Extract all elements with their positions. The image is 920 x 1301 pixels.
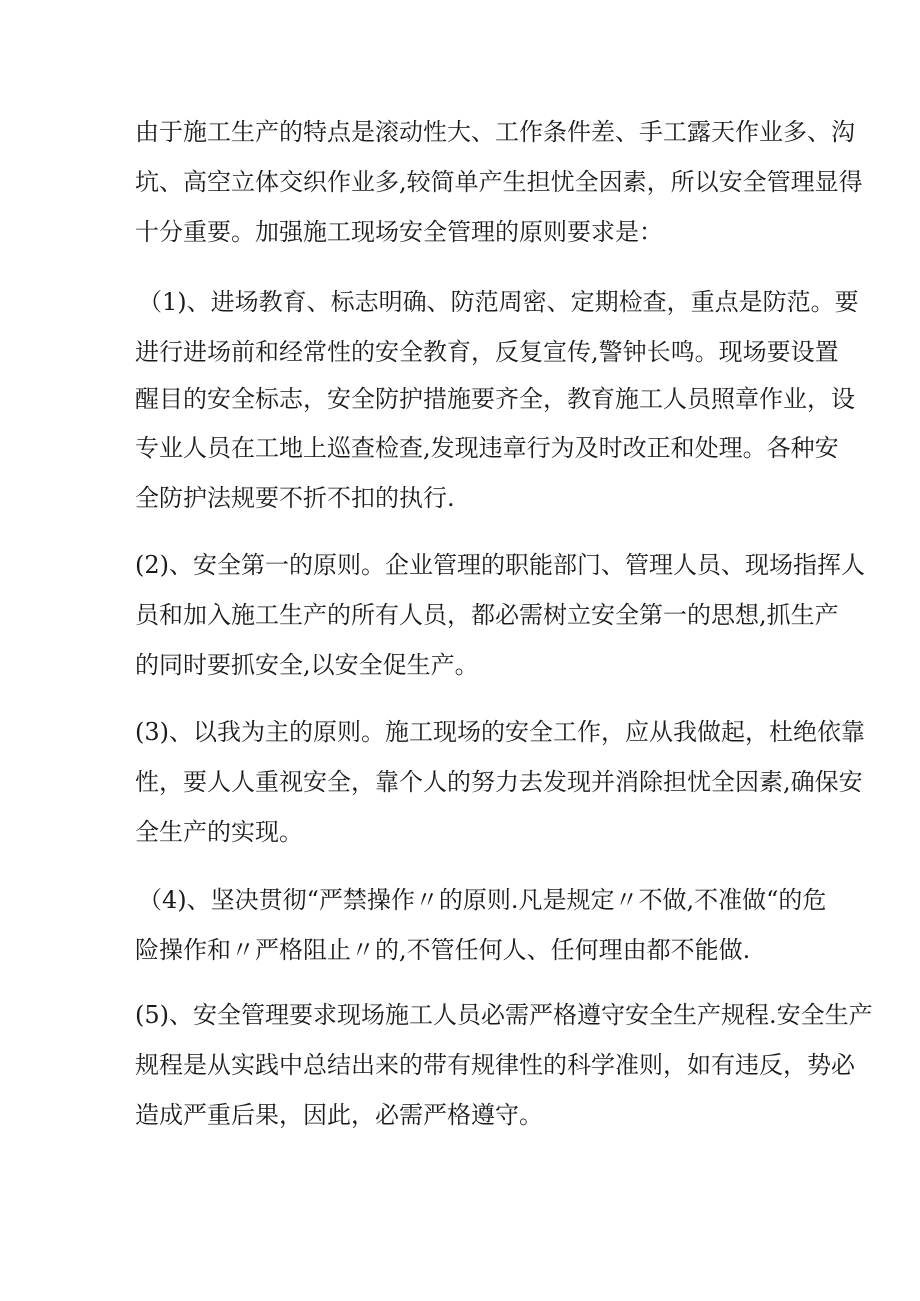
paragraph-2-line-5: 全防护法规要不折不扣的执行.: [135, 484, 455, 512]
paragraph-5-line-1: （4)、坚决贯彻“严禁操作〃的原则.凡是规定〃不做,不准做“的危: [138, 886, 827, 914]
paragraph-2-line-3: 醒目的安全标志，安全防护措施要齐全，教育施工人员照章作业，设: [135, 385, 855, 413]
paragraph-2-line-1: （1)、进场教育、标志明确、防范周密、定期检查，重点是防范。要: [138, 288, 859, 316]
paragraph-3-line-3: 的同时要抓安全,以安全促生产。: [135, 651, 479, 679]
paragraph-3-line-2: 员和加入施工生产的所有人员，都必需树立安全第一的思想,抓生产: [135, 601, 839, 629]
paragraph-3-line-1: (2)、安全第一的原则。企业管理的职能部门、管理人员、现场指挥人: [135, 551, 865, 579]
paragraph-5-line-2: 险操作和〃严格阻止〃的,不管任何人、任何理由都不能做.: [135, 936, 751, 964]
paragraph-4-line-2: 性，要人人重视安全，靠个人的努力去发现并消除担忧全因素,确保安: [135, 768, 863, 796]
paragraph-1-line-3: 十分重要。加强施工现场安全管理的原则要求是：: [135, 218, 663, 246]
paragraph-4-line-1: (3)、以我为主的原则。施工现场的安全工作，应从我做起，杜绝依靠: [135, 718, 865, 746]
paragraph-2-line-4: 专业人员在工地上巡查检查,发现违章行为及时改正和处理。各种安: [135, 434, 839, 462]
paragraph-1-line-2: 坑、高空立体交织作业多,较简单产生担忧全因素，所以安全管理显得: [135, 168, 863, 196]
paragraph-1-line-1: 由于施工生产的特点是滚动性大、工作条件差、手工露天作业多、沟: [135, 118, 855, 146]
paragraph-6-line-1: (5)、安全管理要求现场施工人员必需严格遵守安全生产规程.安全生产: [135, 1001, 873, 1029]
paragraph-2-line-2: 进行进场前和经常性的安全教育，反复宣传,警钟长鸣。现场要设置: [135, 338, 839, 366]
paragraph-6-line-3: 造成严重后果，因此，必需严格遵守。: [135, 1101, 543, 1129]
paragraph-4-line-3: 全生产的实现。: [135, 818, 303, 846]
paragraph-6-line-2: 规程是从实践中总结出来的带有规律性的科学准则，如有违反，势必: [135, 1051, 855, 1079]
